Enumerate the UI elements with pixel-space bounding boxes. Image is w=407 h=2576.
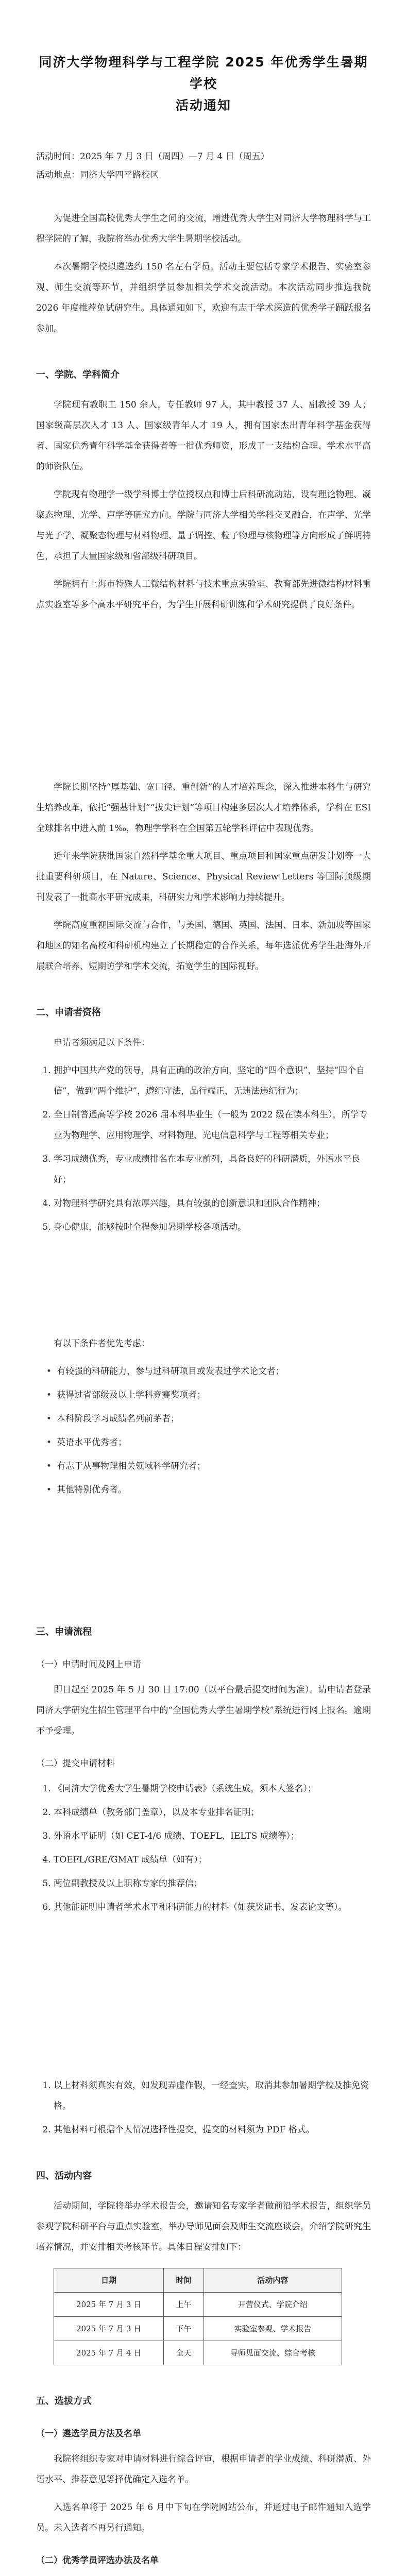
section-paragraph: 学院现有物理学一级学科博士学位授权点和博士后科研流动站，设有理论物理、凝聚态物理、光学、声学等研究方向。学院与同济大学相关学科交叉融合，在声学、光学与光子学、凝聚态物理与材料物理、量子调控、粒子物理与核物理等方向形成了鲜明特色，承担了大量国家级和省部级科研项目。 <box>36 489 371 562</box>
notice-subtitle: 活动通知 <box>175 98 231 113</box>
table-cell: 开营仪式、学院介绍 <box>204 2293 342 2317</box>
list-item: 2. 全日制普通高等学校 2026 届本科毕业生（一般为 2022 级在读本科生），所学专业为物理学、应用物理学、材料物理、光电信息科学与工程等相关专业； <box>54 1105 371 1146</box>
list-item: 4. TOEFL/GRE/GMAT 成绩单（如有）； <box>54 1850 371 1870</box>
table-cell: 导师见面交流、综合考核 <box>204 2341 342 2365</box>
section-paragraph: 即日起至 2025 年 5 月 30 日 17:00（以平台最后提交时间为准）。请申请者登录同济大学研究生招生管理平台中的“全国优秀大学生暑期学校”系统进行网上报名。逾期不予受理。 <box>36 1685 371 1736</box>
table-cell: 2025 年 7 月 3 日 <box>54 2293 164 2317</box>
list-item: • 英语水平优秀者； <box>46 1432 371 1453</box>
sub-heading: （一）申请时间及网上申请 <box>36 1659 141 1670</box>
meta-place <box>36 166 371 184</box>
materials-notes <box>36 2075 371 2140</box>
page-gap <box>36 1241 371 1333</box>
table-header: 时间 <box>164 2268 204 2293</box>
eligibility-list <box>36 1060 371 1238</box>
section-paragraph: 学院拥有上海市特殊人工微结构材料与技术重点实验室、教育部先进微结构材料重点实验室等多个高水平研究平台，为学生开展科研训练和学术研究提供了良好条件。 <box>36 579 371 610</box>
intro-paragraph: 为促进全国高校优秀大学生之间的交流，增进优秀大学生对同济大学物理科学与工程学院的了解，我院将举办优秀大学生暑期学校活动。 <box>36 213 371 244</box>
section-paragraph: 我院将组织专家对申请材料进行综合评审，根据申请者的学业成绩、科研潜质、外语水平、推荐意见等择优确定入选名单。 <box>36 2454 371 2485</box>
list-item: 2. 其他材料可根据个人情况选择性提交，提交的材料须为 PDF 格式。 <box>54 2120 371 2140</box>
schedule-table <box>54 2268 342 2365</box>
page-gap <box>36 1503 371 1596</box>
section-heading: 一、学院、学科简介 <box>36 369 120 380</box>
meta-time <box>36 147 371 166</box>
preference-list <box>36 1361 371 1500</box>
table-header: 日期 <box>54 2268 164 2293</box>
meta-place-label: 活动地点： <box>36 170 80 180</box>
table-row <box>54 2341 342 2365</box>
table-header-row <box>54 2268 342 2293</box>
table-cell: 2025 年 7 月 3 日 <box>54 2317 164 2341</box>
page-gap <box>36 622 371 777</box>
list-item: 4. 对物理科学研究具有浓厚兴趣，具有较强的创新意识和团队合作精神； <box>54 1193 371 1214</box>
sub-heading: （二）提交申请材料 <box>36 1758 115 1769</box>
list-item: • 有志于从事物理相关领域科学研究者； <box>46 1456 371 1477</box>
list-item: 5. 身心健康，能够按时全程参加暑期学校各项活动。 <box>54 1217 371 1238</box>
page-gap <box>36 1921 371 2075</box>
table-cell: 实验室参观、学术报告 <box>204 2317 342 2341</box>
list-item: 2. 本科成绩单（教务部门盖章），以及本专业排名证明； <box>54 1802 371 1823</box>
meta-time-label: 活动时间： <box>36 151 80 162</box>
section-heading: 五、选拔方式 <box>36 2396 92 2406</box>
list-item: 1. 以上材料须真实有效，如发现弄虚作假，一经查实，取消其参加暑期学校及推免资格。 <box>54 2075 371 2116</box>
sub-heading: （一）遴选学员方法及名单 <box>36 2429 141 2439</box>
section-paragraph: 入选名单将于 2025 年 6 月中下旬在学院网站公布，并通过电子邮件通知入选学员。未入选者不再另行通知。 <box>36 2502 371 2533</box>
section-paragraph: 学院高度重视国际交流与合作，与美国、德国、英国、法国、日本、新加坡等国家和地区的知名高校和科研机构建立了长期稳定的合作关系，每年选派优秀学生赴海外开展联合培养、短期访学和学术交流，拓宽学生的国际视野。 <box>36 920 371 972</box>
table-row <box>54 2317 342 2341</box>
table-cell: 上午 <box>164 2293 204 2317</box>
list-item: 3. 外语水平证明（如 CET-4/6 成绩、TOEFL、IELTS 成绩等）； <box>54 1826 371 1846</box>
section-heading: 四、活动内容 <box>36 2171 92 2181</box>
table-header: 活动内容 <box>204 2268 342 2293</box>
list-item: 6. 其他能证明申请者学术水平和科研能力的材料（如获奖证书、发表论文等）。 <box>54 1897 371 1918</box>
notice-title: 同济大学物理科学与工程学院 2025 年优秀学生暑期学校 <box>39 55 368 91</box>
section-heading: 二、申请者资格 <box>36 1007 101 1018</box>
section-heading: 三、申请流程 <box>36 1626 92 1637</box>
list-item: • 获得过省部级及以上学科竞赛奖项者； <box>46 1385 371 1405</box>
meta-block <box>36 147 371 184</box>
meta-time-value: 2025 年 7 月 3 日（周四）—7 月 4 日（周五） <box>80 151 269 162</box>
list-item: 1. 拥护中国共产党的领导，具有正确的政治方向，坚定的“四个意识”，坚持“四个自信”，做到“两个维护”，遵纪守法，品行端正，无违法违纪行为； <box>54 1060 371 1101</box>
title-block <box>36 52 371 116</box>
table-cell: 全天 <box>164 2341 204 2365</box>
list-item: • 有较强的科研能力，参与过科研项目或发表过学术论文者； <box>46 1361 371 1382</box>
section-paragraph: 申请者须满足以下条件： <box>54 1038 150 1048</box>
section-paragraph: 活动期间，学院将举办学术报告会，邀请知名专家学者做前沿学术报告，组织学员参观学院科研平台与重点实验室，举办导师见面会及师生交流座谈会，介绍学院研究生培养情况，并安排相关考核环节。具体日程安排如下： <box>36 2201 371 2252</box>
list-item: • 本科阶段学习成绩名列前茅者； <box>46 1409 371 1429</box>
list-item: 1. 《同济大学优秀大学生暑期学校申请表》（系统生成，须本人签名）； <box>54 1778 371 1799</box>
list-item: • 其他特别优秀者。 <box>46 1480 371 1500</box>
section-paragraph: 有以下条件者优先考虑： <box>54 1338 150 1349</box>
section-paragraph: 学院现有教职工 150 余人，专任教师 97 人，其中教授 37 人、副教授 39 人；国家级高层次人才 13 人、国家级青年人才 19 人，拥有国家杰出青年科学基金获得者、国家优秀青年科学基金获得者等一批优秀师资，形成了一支结构合理、学术水平高的师资队伍。 <box>36 400 371 472</box>
sub-heading: （二）优秀学员评选办法及名单 <box>36 2555 159 2566</box>
list-item: 5. 两位副教授及以上职称专家的推荐信； <box>54 1873 371 1894</box>
table-cell: 下午 <box>164 2317 204 2341</box>
intro-paragraph: 本次暑期学校拟遴选约 150 名左右学员。活动主要包括专家学术报告、实验室参观、师生交流等环节，并组织学员参加相关学术交流活动。本次活动同步推选我院 2026 年度推荐免试研究生。具体通知如下，欢迎有志于学术深造的优秀学子踊跃报名参加。 <box>36 262 371 334</box>
section-paragraph: 近年来学院获批国家自然科学基金重大项目、重点项目和国家重点研发计划等一大批重要科研项目，在 Nature、Science、Physical Review Letters 等国际顶级期刊发表了一批高水平研究成果，科研实力和学术影响力持续提升。 <box>36 851 371 903</box>
section-paragraph: 学院长期坚持“厚基础、宽口径、重创新”的人才培养理念，深入推进本科生与研究生培养改革，依托“强基计划”“拔尖计划”等项目构建多层次人才培养体系，学科在 ESI 全球排名中进入前 1‰，物理学学科在全国第五轮学科评估中表现优秀。 <box>36 782 371 834</box>
meta-place-value: 同济大学四平路校区 <box>80 170 159 180</box>
list-item: 3. 学习成绩优秀，专业成绩排名在本专业前列，具备良好的科研潜质，外语水平良好； <box>54 1149 371 1190</box>
materials-list <box>36 1778 371 1918</box>
table-cell: 2025 年 7 月 4 日 <box>54 2341 164 2365</box>
table-row <box>54 2293 342 2317</box>
